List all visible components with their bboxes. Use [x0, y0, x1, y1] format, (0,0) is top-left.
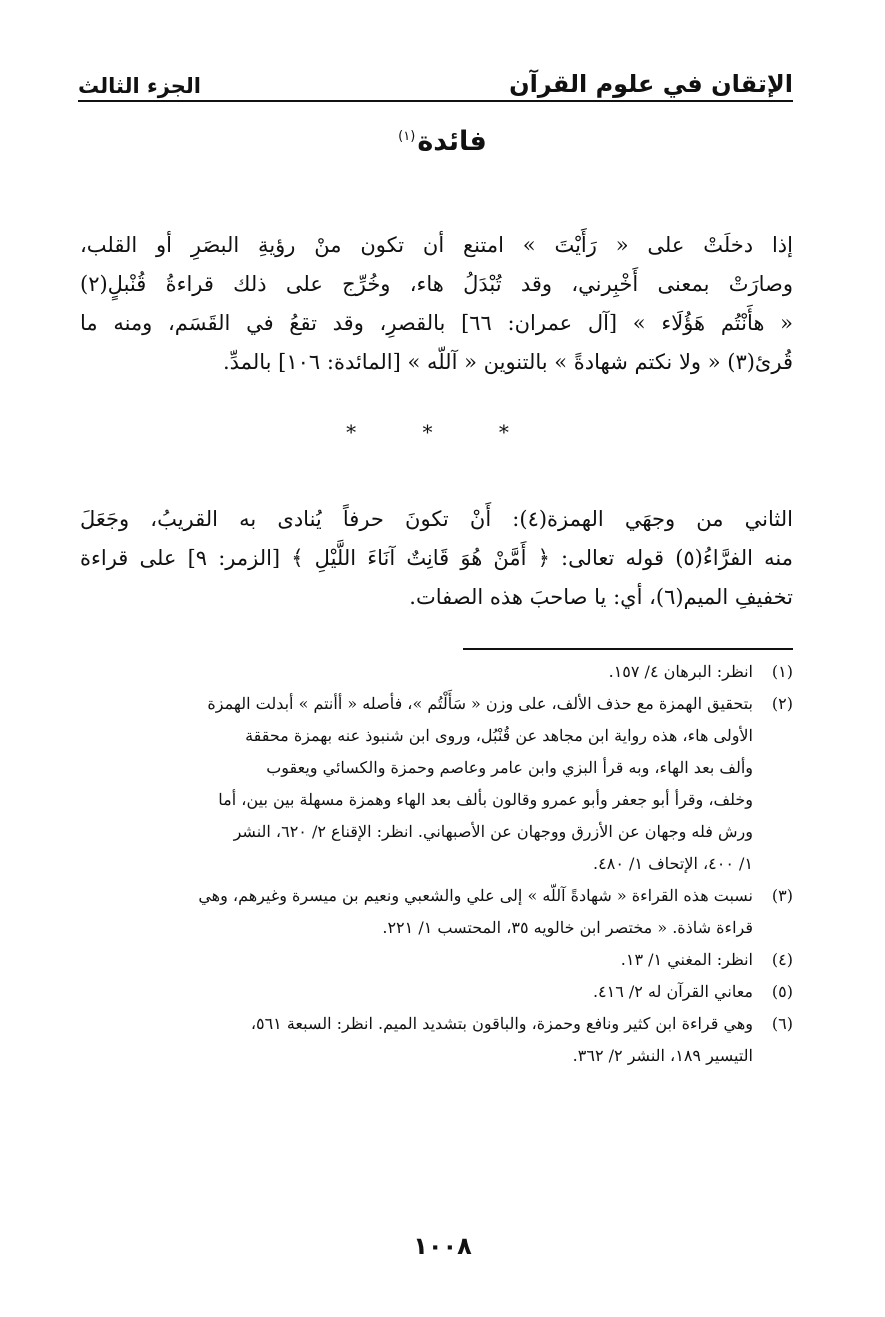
footnote-text: بتحقيق الهمزة مع حذف الألف، على وزن « سَأَلْتُم »، فأصله « أأنتم » أبدلت الهمزة	[207, 694, 753, 713]
running-header	[78, 58, 793, 98]
footnote	[80, 944, 793, 976]
paragraph-2	[80, 500, 793, 617]
footnote-number: (٤)	[771, 950, 793, 969]
footnote-number: (٦)	[771, 1014, 793, 1033]
footnote-text: وخلف، وقرأ أبو جعفر وأبو عمرو وقالون بألف بعد الهاء وهمزة مسهلة بين بين، أما	[218, 790, 753, 809]
footnote	[80, 688, 793, 880]
footnote-text: وألف بعد الهاء، وبه قرأ البزي وابن عامر وعاصم وحمزة والكسائي ويعقوب	[266, 758, 753, 777]
text-line: منه الفرَّاءُ(٥) قوله تعالى: ﴿ أَمَّنْ هُوَ قَانِتٌ آنَاءَ اللَّيْلِ ﴾ [الزمر: ٩] على قراءة	[80, 546, 793, 570]
section-title-text: فائدة	[417, 126, 487, 157]
footnote-text: قراءة شاذة. « مختصر ابن خالويه ٣٥، المحتسب ١/ ٢٢١.	[382, 918, 753, 937]
footnote-ref: (١)	[398, 129, 416, 144]
footnote-number: (٢)	[771, 694, 793, 713]
section-title	[0, 126, 885, 157]
volume-label: الجزء الثالث	[78, 74, 201, 98]
footnote-text: ورش فله وجهان عن الأزرق ووجهان عن الأصبهاني. انظر: الإقناع ٢/ ٦٢٠، النشر	[233, 822, 753, 841]
text-line: « هأَنْتُم هَؤُلَاء » [آل عمران: ٦٦] بالقصرِ، وقد تقعُ في القَسَم، ومنه ما	[80, 311, 793, 335]
footnote-number: (٥)	[771, 982, 793, 1001]
footnote-text: الأولى هاء، هذه رواية ابن مجاهد عن قُنْبُل، وروى ابن شنبوذ عنه بهمزة محققة	[245, 726, 753, 745]
footnote-text: انظر: البرهان ٤/ ١٥٧.	[608, 662, 753, 681]
footnote	[80, 656, 793, 688]
text-line: الثاني من وجهَي الهمزة(٤): أَنْ تكونَ حرفاً يُنادى به القريبُ، وجَعَلَ	[80, 507, 793, 531]
book-title: الإتقان في علوم القرآن	[509, 70, 793, 98]
footnote	[80, 1008, 793, 1072]
footnote-text: معاني القرآن له ٢/ ٤١٦.	[592, 982, 753, 1001]
text-line: وصارَتْ بمعنى أَخْبِرني، وقد تُبْدَلُ هاء، وخُرِّج على ذلك قراءةُ قُنْبلٍ(٢)	[80, 272, 793, 296]
footnote-text: ١/ ٤٠٠، الإتحاف ١/ ٤٨٠.	[593, 854, 753, 873]
footnote	[80, 976, 793, 1008]
footnote-number: (٣)	[771, 886, 793, 905]
section-divider: * * *	[346, 420, 539, 444]
footnote-rule	[463, 648, 793, 650]
footnote	[80, 880, 793, 944]
page-number: ١٠٠٨	[413, 1232, 472, 1260]
header-rule	[78, 100, 793, 102]
footnotes	[80, 656, 793, 1072]
footnote-number: (١)	[771, 662, 793, 681]
footnote-text: انظر: المغني ١/ ١٣.	[620, 950, 753, 969]
footnote-text: وهي قراءة ابن كثير ونافع وحمزة، والباقون بتشديد الميم. انظر: السبعة ٥٦١،	[250, 1014, 753, 1033]
text-line: إذا دخلَتْ على « رَأَيْتَ » امتنع أن تكون منْ رؤيةِ البصَرِ أو القلب،	[80, 233, 793, 257]
footnote-text: التيسير ١٨٩، النشر ٢/ ٣٦٢.	[572, 1046, 753, 1065]
paragraph-1	[80, 226, 793, 382]
text-line: قُرئ(٣) « ولا نكتم شهادةً » بالتنوين « آللّه » [المائدة: ١٠٦] بالمدِّ.	[222, 350, 793, 374]
footnote-text: نسبت هذه القراءة « شهادةً آللّه » إلى علي والشعبي ونعيم بن ميسرة وغيرهم، وهي	[198, 886, 753, 905]
text-line: تخفيفِ الميم(٦)، أي: يا صاحبَ هذه الصفات.	[409, 585, 793, 609]
